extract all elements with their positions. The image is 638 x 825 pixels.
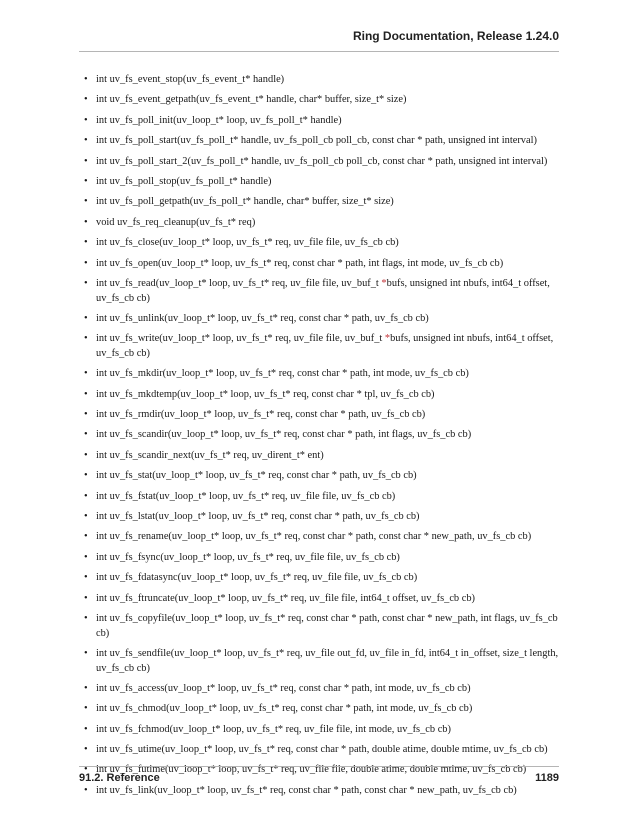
footer-divider (79, 766, 559, 767)
list-item (79, 647, 559, 676)
item-text: int uv_fs_fsync(uv_loop_t* loop, uv_fs_t* req, uv_file file, uv_fs_cb cb) (96, 551, 400, 563)
item-text: int uv_fs_ftruncate(uv_loop_t* loop, uv_fs_t* req, uv_file file, int64_t offset, uv_fs_cb cb) (96, 592, 475, 604)
item-text: int uv_fs_access(uv_loop_t* loop, uv_fs_t* req, const char * path, int mode, uv_fs_cb cb) (96, 682, 471, 694)
list-item (79, 702, 559, 717)
item-text: int uv_fs_stat(uv_loop_t* loop, uv_fs_t* req, const char * path, uv_fs_cb cb) (96, 470, 417, 482)
header-divider (79, 51, 559, 52)
item-text: int uv_fs_chmod(uv_loop_t* loop, uv_fs_t* req, const char * path, int mode, uv_fs_cb cb) (96, 703, 473, 715)
item-text: int uv_fs_copyfile(uv_loop_t* loop, uv_fs_t* req, const char * path, const char * new_path, int flags, uv_fs_cb cb) (96, 612, 558, 639)
list-item (79, 682, 559, 697)
list-item (79, 571, 559, 586)
list-item (79, 469, 559, 484)
highlighted-asterisk: * (381, 277, 387, 289)
list-item (79, 312, 559, 327)
item-text: int uv_fs_fdatasync(uv_loop_t* loop, uv_fs_t* req, uv_file file, uv_fs_cb cb) (96, 572, 418, 584)
list-item (79, 551, 559, 566)
list-item (79, 510, 559, 525)
item-text: bufs, unsigned int nbufs, int64_t offset, uv_fs_cb cb) (96, 277, 550, 304)
list-item (79, 175, 559, 190)
item-text: int uv_fs_close(uv_loop_t* loop, uv_fs_t* req, uv_file file, uv_fs_cb cb) (96, 237, 399, 249)
item-text: int uv_fs_poll_init(uv_loop_t* loop, uv_fs_poll_t* handle) (96, 114, 342, 126)
list-item (79, 723, 559, 738)
item-text: int uv_fs_scandir_next(uv_fs_t* req, uv_dirent_t* ent) (96, 449, 324, 461)
item-text: int uv_fs_poll_start(uv_fs_poll_t* handle, uv_fs_poll_cb poll_cb, const char * path, unsigned int interval) (96, 135, 537, 147)
item-text: int uv_fs_poll_stop(uv_fs_poll_t* handle) (96, 175, 272, 187)
item-text: int uv_fs_rmdir(uv_loop_t* loop, uv_fs_t* req, const char * path, uv_fs_cb cb) (96, 409, 426, 421)
item-text: int uv_fs_link(uv_loop_t* loop, uv_fs_t* req, const char * path, const char * new_path, uv_fs_cb cb) (96, 784, 517, 796)
item-text: int uv_fs_poll_getpath(uv_fs_poll_t* handle, char* buffer, size_t* size) (96, 196, 394, 208)
list-item (79, 277, 559, 306)
list-item (79, 592, 559, 607)
function-list (79, 73, 559, 798)
list-item (79, 332, 559, 361)
item-text: int uv_fs_rename(uv_loop_t* loop, uv_fs_t* req, const char * path, const char * new_path, uv_fs_cb cb) (96, 531, 532, 543)
page-number: 1189 (535, 772, 559, 784)
item-text: int uv_fs_mkdtemp(uv_loop_t* loop, uv_fs_t* req, const char * tpl, uv_fs_cb cb) (96, 388, 435, 400)
list-item (79, 743, 559, 758)
list-item (79, 784, 559, 799)
section-label: 91.2. Reference (79, 772, 160, 784)
item-text: int uv_fs_event_stop(uv_fs_event_t* handle) (96, 74, 285, 85)
item-text: int uv_fs_mkdir(uv_loop_t* loop, uv_fs_t* req, const char * path, int mode, uv_fs_cb cb) (96, 368, 469, 380)
list-item (79, 134, 559, 149)
list-item (79, 195, 559, 210)
item-text: int uv_fs_utime(uv_loop_t* loop, uv_fs_t* req, const char * path, double atime, double mtime, uv_fs_cb cb) (96, 744, 548, 756)
item-text: int uv_fs_open(uv_loop_t* loop, uv_fs_t* req, const char * path, int flags, int mode, uv_fs_cb cb) (96, 257, 504, 269)
list-item (79, 449, 559, 464)
item-text: int uv_fs_unlink(uv_loop_t* loop, uv_fs_t* req, const char * path, uv_fs_cb cb) (96, 312, 429, 324)
list-item (79, 612, 559, 641)
list-item (79, 257, 559, 272)
list-item (79, 367, 559, 382)
list-item (79, 114, 559, 129)
item-text: int uv_fs_event_getpath(uv_fs_event_t* handle, char* buffer, size_t* size) (96, 94, 407, 106)
item-text: int uv_fs_futime(uv_loop_t* loop, uv_fs_t* req, uv_file file, double atime, double mtime, uv_fs_cb cb) (96, 764, 527, 776)
item-text: int uv_fs_write(uv_loop_t* loop, uv_fs_t* req, uv_file file, uv_buf_t (96, 333, 385, 345)
list-item (79, 93, 559, 108)
item-text: int uv_fs_read(uv_loop_t* loop, uv_fs_t* req, uv_file file, uv_buf_t (96, 277, 382, 289)
list-item (79, 428, 559, 443)
item-text: void uv_fs_req_cleanup(uv_fs_t* req) (96, 216, 256, 228)
list-item (79, 236, 559, 251)
running-header: Ring Documentation, Release 1.24.0 (352, 29, 559, 43)
item-text: int uv_fs_fchmod(uv_loop_t* loop, uv_fs_t* req, uv_file file, int mode, uv_fs_cb cb) (96, 723, 451, 735)
item-text: bufs, unsigned int nbufs, int64_t offset, uv_fs_cb cb) (96, 333, 554, 359)
list-item (79, 73, 559, 88)
list-item (79, 216, 559, 231)
item-text: int uv_fs_sendfile(uv_loop_t* loop, uv_fs_t* req, uv_file out_fd, uv_file in_fd, int64_t in_offset, size_t length, uv_fs_cb cb) (96, 647, 559, 674)
highlighted-asterisk: * (384, 333, 391, 345)
list-item (79, 490, 559, 505)
item-text: int uv_fs_lstat(uv_loop_t* loop, uv_fs_t* req, const char * path, uv_fs_cb cb) (96, 511, 420, 522)
list-item (79, 530, 559, 545)
list-item (79, 408, 559, 423)
list-item (79, 155, 559, 170)
list-item (79, 388, 559, 403)
item-text: int uv_fs_fstat(uv_loop_t* loop, uv_fs_t* req, uv_file file, uv_fs_cb cb) (96, 490, 396, 502)
page-content (79, 73, 559, 804)
item-text: int uv_fs_scandir(uv_loop_t* loop, uv_fs_t* req, const char * path, int flags, uv_fs_cb cb) (96, 429, 472, 441)
item-text: int uv_fs_poll_start_2(uv_fs_poll_t* handle, uv_fs_poll_cb poll_cb, const char * path, unsigned int interval) (96, 155, 548, 167)
